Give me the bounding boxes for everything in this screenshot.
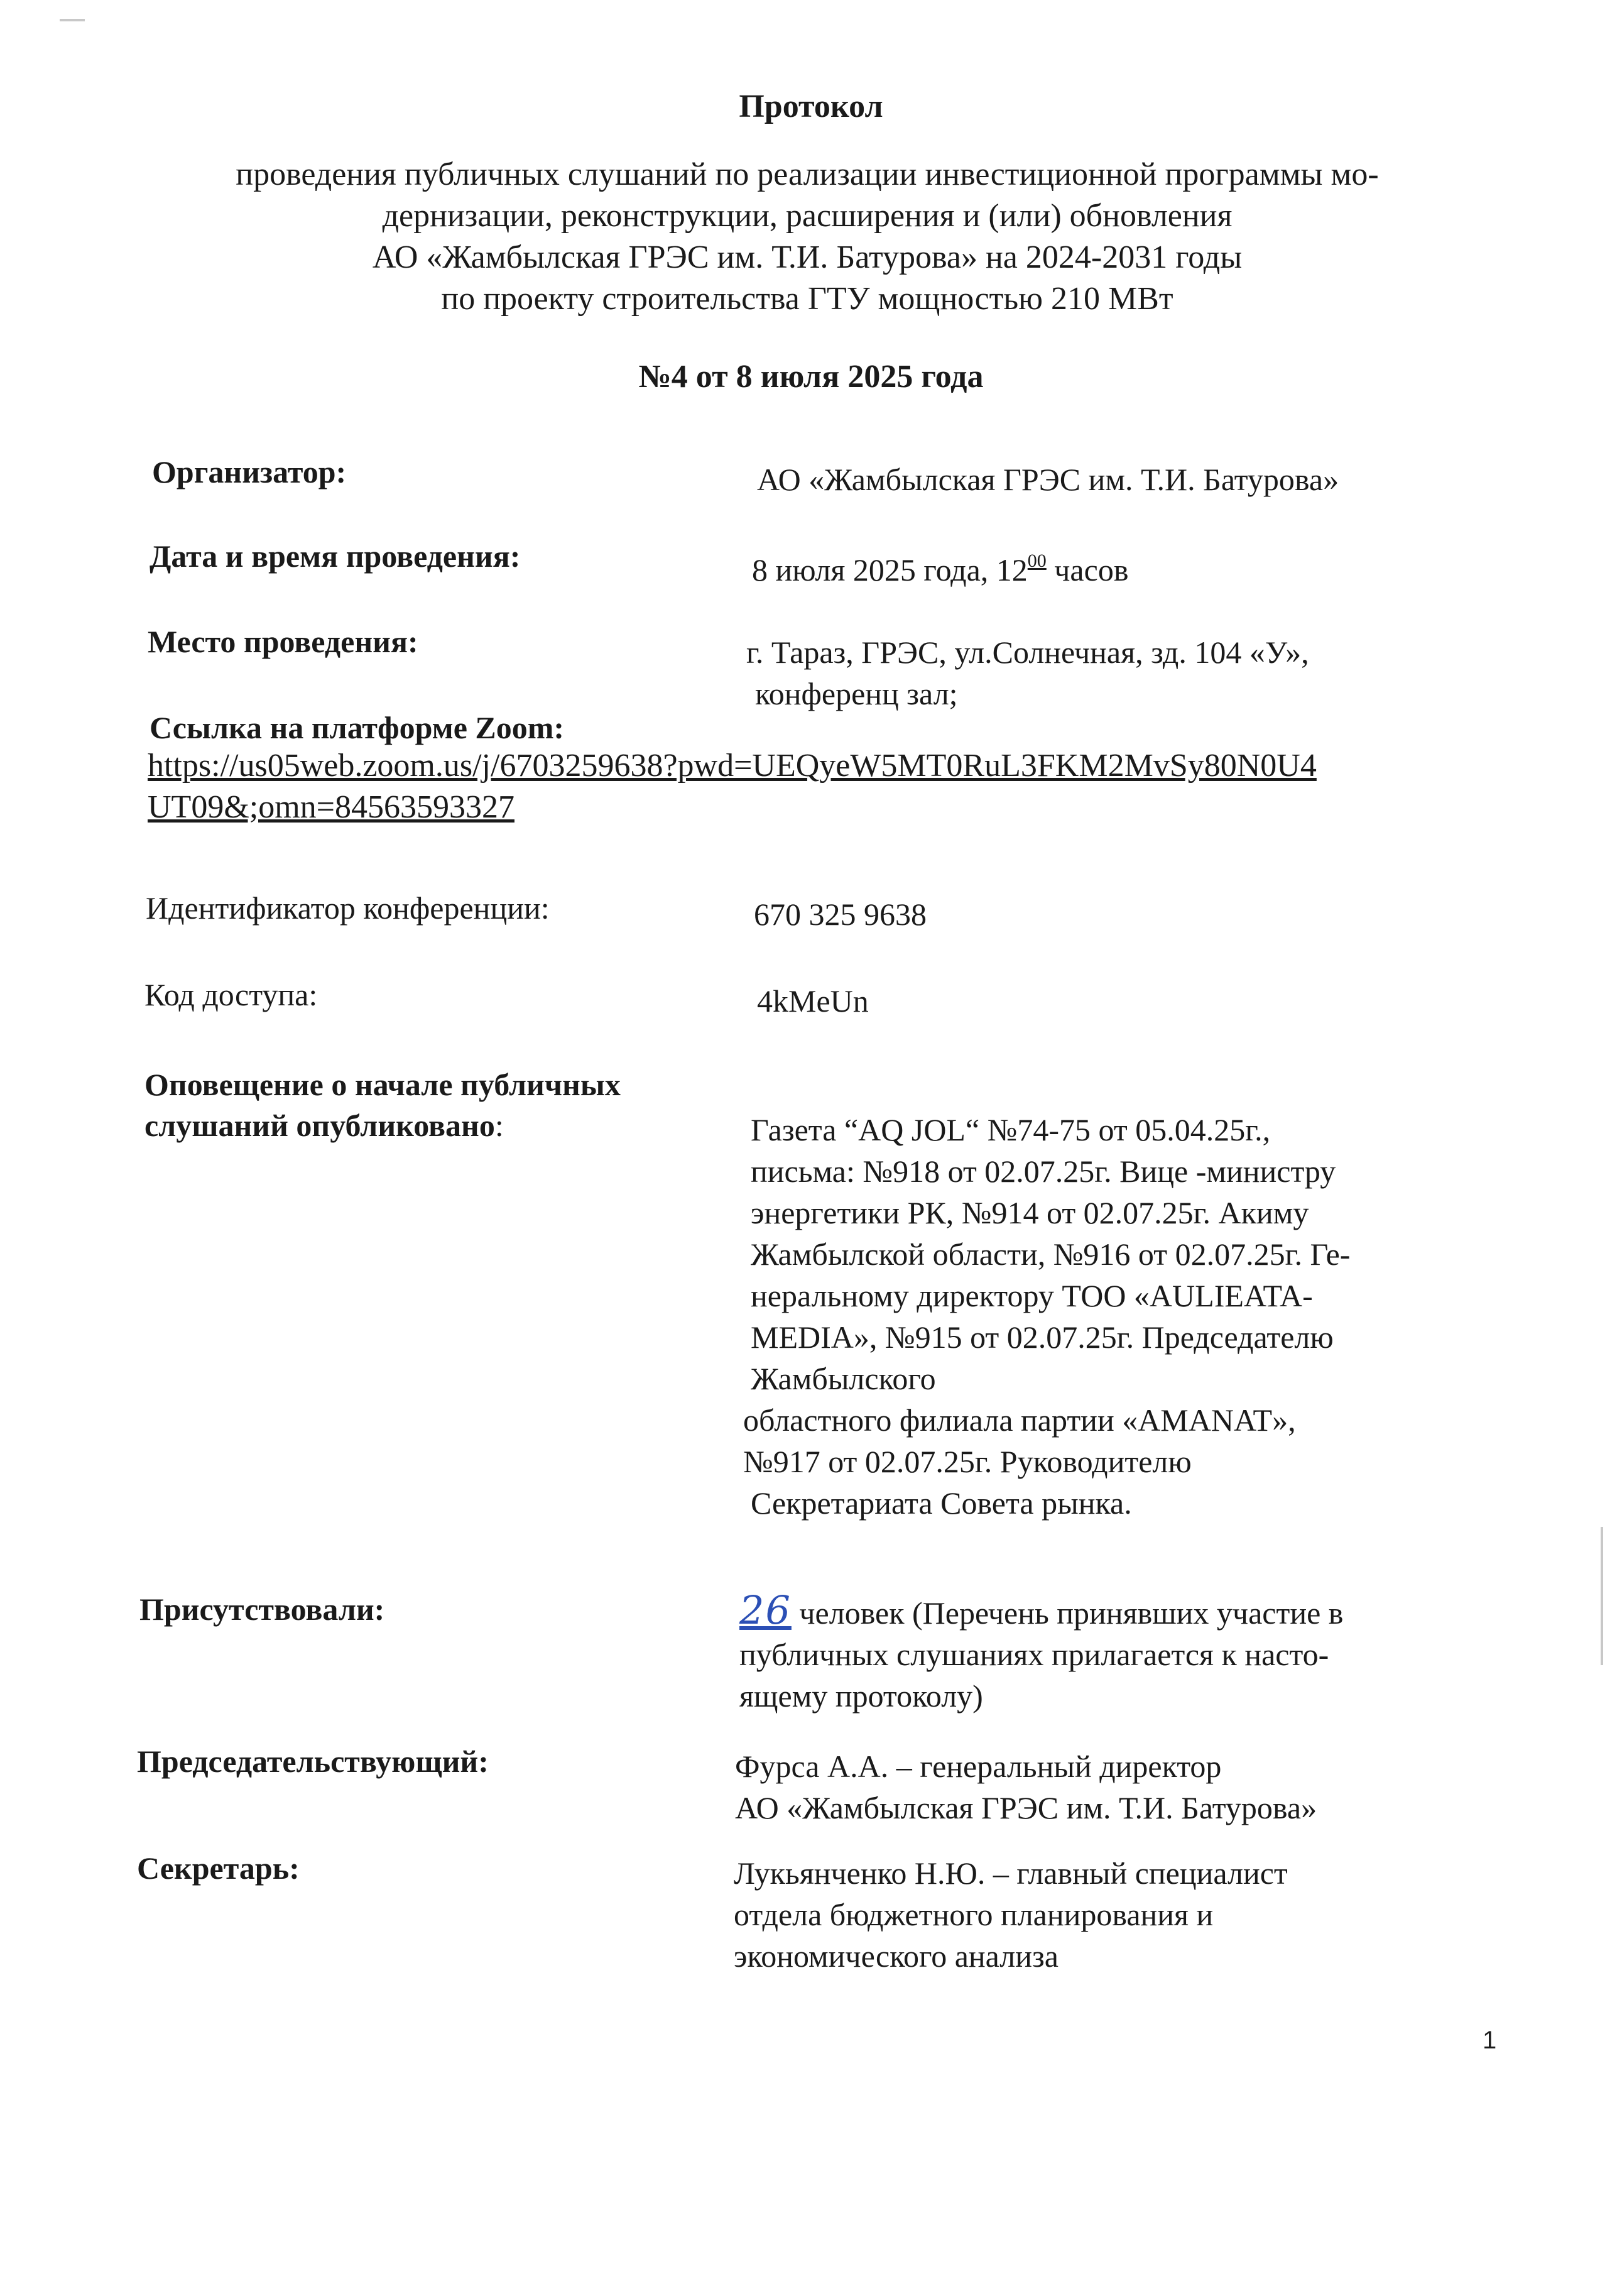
notification-line: Секретариата Совета рынка. [751,1485,1132,1521]
datetime-label: Дата и время проведения: [150,538,521,574]
chair-label: Председательствующий: [137,1744,489,1779]
secretary-label: Секретарь: [137,1850,300,1886]
attendees-line: публичных слушаниях прилагается к насто- [739,1637,1329,1672]
conference-id-label: Идентификатор конференции: [146,890,550,926]
attendees-label: Присутствовали: [139,1592,385,1627]
place-label: Место проведения: [148,624,418,659]
notification-label-text: слушаний опубликовано [144,1108,495,1143]
notification-value [743,1109,1351,1524]
notification-line: Жамбылского [751,1361,936,1396]
place-line: г. Тараз, ГРЭС, ул.Солнечная, зд. 104 «У», [746,635,1309,670]
chair-line: Фурса А.А. – генеральный директор [735,1749,1222,1784]
notification-line: MEDIA», №915 от 02.07.25г. Председателю [751,1320,1334,1355]
scan-artifact [1601,1527,1603,1665]
page-number: 1 [1483,2026,1497,2054]
subtitle-line: дернизации, реконструкции, расширения и (или) обновления [382,198,1233,234]
attendees-line [739,1587,1344,1634]
access-code-label: Код доступа: [144,977,318,1012]
chair-line: АО «Жамбылская ГРЭС им. Т.И. Батурова» [735,1790,1317,1825]
notification-line: Жамбылской области, №916 от 02.07.25г. Ге- [751,1237,1351,1272]
zoom-link[interactable] [148,745,1517,828]
subtitle-line: АО «Жамбылская ГРЭС им. Т.И. Батурова» на 2024-2031 годы [372,239,1243,275]
notification-label-line: Оповещение о начале публичных [144,1067,621,1102]
notification-line: областного филиала партии «AMANAT», [743,1402,1296,1438]
secretary-line: Лукьянченко Н.Ю. – главный специалист [734,1856,1288,1891]
organizer-label: Организатор: [152,454,347,489]
datetime-value [752,540,1128,591]
zoom-link-line[interactable]: https://us05web.zoom.us/j/6703259638?pwd=UEQyeW5MT0RuL3FKM2MvSy80N0U4 [148,748,1317,784]
protocol-number: №4 от 8 июля 2025 года [638,359,984,395]
notification-line: энергетики РК, №914 от 02.07.25г. Акиму [751,1195,1309,1230]
notification-line: №917 от 02.07.25г. Руководителю [743,1444,1192,1479]
datetime-value-minutes: 00 [1027,550,1047,571]
subtitle-line: проведения публичных слушаний по реализации инвестиционной программы мо- [236,156,1379,192]
notification-label-line2 [144,1105,504,1146]
place-value [746,631,1309,714]
zoom-label: Ссылка на платформе Zoom: [150,710,565,745]
notification-label-colon: : [494,1108,504,1143]
attendees-line-rest: человек (Перечень принявших участие в [791,1595,1344,1631]
subtitle-line: по проекту строительства ГТУ мощностью 210 МВт [441,281,1173,317]
notification-line: неральному директору ТОО «AULIEATA- [751,1278,1313,1313]
document-title: Протокол [739,89,883,124]
datetime-value-main: 8 июля 2025 года, 12 [752,552,1028,588]
document-subtitle [126,154,1489,320]
secretary-line: экономического анализа [734,1938,1059,1974]
datetime-value-suffix: часов [1046,552,1129,588]
secretary-value [734,1852,1288,1977]
handwritten-count: 26 [739,1587,792,1633]
scan-artifact [60,19,85,21]
notification-line: Газета “AQ JOL“ №74-75 от 05.04.25г., [751,1112,1271,1147]
place-line: конференц зал; [755,676,958,711]
access-code-value: 4kMeUn [757,983,869,1019]
attendees-value [739,1587,1344,1717]
conference-id-value: 670 325 9638 [754,897,927,932]
organizer-value: АО «Жамбылская ГРЭС им. Т.И. Батурова» [757,462,1339,497]
chair-value [735,1746,1317,1829]
attendees-line: ящему протоколу) [739,1678,983,1714]
notification-line: письма: №918 от 02.07.25г. Вице -министру [751,1154,1336,1189]
zoom-link-line[interactable]: UT09&;omn=84563593327 [148,789,514,825]
secretary-line: отдела бюджетного планирования и [734,1897,1214,1932]
